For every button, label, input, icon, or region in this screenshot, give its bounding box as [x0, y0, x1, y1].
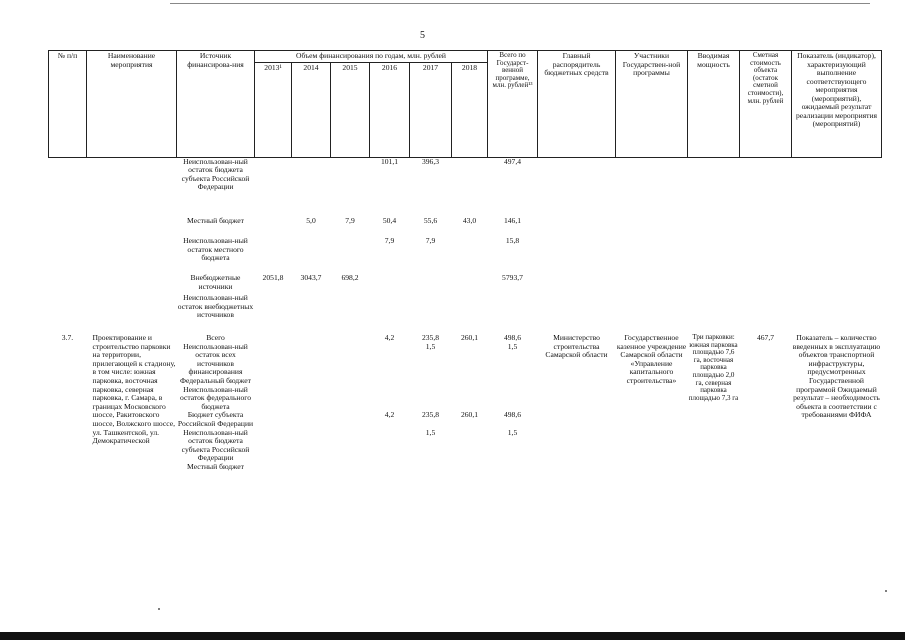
value-cell: 55,6	[423, 216, 438, 225]
value-cell: 396,3	[421, 156, 440, 166]
value-cell	[452, 343, 488, 377]
table-row	[49, 334, 882, 343]
value-cell: 101,1	[380, 156, 399, 166]
table-row	[49, 237, 882, 274]
value-cell	[410, 274, 452, 294]
source-cell: Всего	[206, 333, 225, 342]
financing-table	[48, 50, 882, 472]
value-cell	[452, 157, 488, 217]
item-name: Проектирование и строительство парковки на территории, прилегающей к стадиону, в том числе: южная парковка, восточная парковка, северная парковка, г. Самара, в границах Московского шоссе, Ракитовского шоссе, Волжского шоссе, ул. Ташкентской, ул. Демократической	[92, 333, 176, 446]
value-cell: 1,5	[425, 427, 436, 437]
total-cell: 5793,7	[502, 273, 523, 282]
source-cell: Неиспользован-ный остаток внебюджетных источников	[177, 293, 254, 320]
value-cell	[331, 157, 370, 217]
top-rule	[170, 3, 870, 4]
source-cell: Неиспользован-ный остаток бюджета субъекта Российской Федерации	[181, 427, 250, 463]
total-cell	[488, 377, 538, 386]
value-cell: 43,0	[462, 216, 477, 225]
source-cell: Местный бюджет	[187, 216, 244, 225]
table-row	[49, 274, 882, 294]
source-cell: Местный бюджет	[187, 461, 244, 471]
value-cell	[452, 429, 488, 463]
value-cell	[452, 274, 488, 294]
value-cell: 50,4	[382, 216, 397, 225]
header-name: Наименование мероприятия	[87, 51, 177, 158]
item-indicator: Показатель – количество введенных в эксплуатацию объектов транспортной инфраструктуры, предусмотренных Государственной программой Ожидаемый результат – необходимость объекта в соответствии с требованиями ФИФА	[792, 333, 881, 420]
value-cell: 260,1	[460, 410, 479, 420]
value-cell	[292, 237, 331, 274]
header-year: 2018	[452, 62, 488, 157]
source-cell: Неиспользован-ный остаток всех источников финансирования	[183, 341, 248, 377]
value-cell	[331, 237, 370, 274]
header-indicator: Показатель (индикатор), характеризующий выполнение соответствующего мероприятия (мероприятий), ожидаемый результат реализации мероприятия (мероприятий)	[792, 51, 882, 158]
header-funding-group: Объем финансирования по годам, млн. рублей	[255, 51, 488, 63]
value-cell: 7,9	[345, 216, 355, 225]
value-cell	[452, 237, 488, 274]
header-participants: Участники Государствен-ной программы	[616, 51, 688, 158]
value-cell: 7,9	[384, 236, 395, 245]
value-cell	[255, 157, 292, 217]
value-cell	[292, 157, 331, 217]
total-cell: 1,5	[507, 341, 518, 351]
scan-bottom-edge	[0, 632, 905, 640]
header-total: Всего по Государст-венной программе, млн. рублей¹³	[488, 51, 538, 158]
value-cell: 260,1	[460, 333, 479, 342]
value-cell	[452, 377, 488, 386]
header-cost: Сметная стоимость объекта (остаток сметной стоимости), млн. рублей	[740, 51, 792, 158]
value-cell: 698,2	[341, 273, 359, 282]
value-cell: 1,5	[425, 341, 436, 351]
value-cell	[410, 463, 452, 472]
item-manager: Министерство строительства Самарской области	[545, 333, 608, 360]
source-cell: Неиспользован-ный остаток бюджета субъекта Российской Федерации	[181, 156, 250, 192]
source-cell: Федеральный бюджет	[180, 375, 251, 385]
total-cell: 15,8	[505, 236, 520, 245]
header-source: Источник финансирова-ния	[177, 51, 255, 158]
total-cell: 497,4	[503, 156, 522, 166]
value-cell: 4,2	[384, 333, 395, 342]
value-cell: 235,8	[421, 333, 440, 342]
value-cell: 7,9	[425, 236, 436, 245]
value-cell	[370, 274, 410, 294]
header-year: 2016	[370, 62, 410, 157]
value-cell: 3043,7	[300, 273, 322, 282]
total-cell: 1,5	[507, 427, 518, 437]
source-cell: Внебюджетные источники	[190, 273, 241, 291]
value-cell	[452, 386, 488, 412]
header-capacity: Вводимая мощность	[688, 51, 740, 158]
header-year: 2013¹	[255, 62, 292, 157]
value-cell	[255, 237, 292, 274]
item-participants: Государственное казенное учреждение Самарской области «Управление капитального строительства»	[616, 333, 687, 385]
table-row	[49, 217, 882, 237]
table-row	[49, 294, 882, 334]
total-cell: 498,6	[503, 333, 522, 342]
table-row	[49, 157, 882, 217]
header-num: № п/п	[49, 51, 87, 158]
total-cell	[488, 294, 538, 334]
source-cell: Неиспользован-ный остаток федерального бюджета	[179, 384, 252, 411]
value-cell	[370, 386, 410, 412]
value-cell	[370, 343, 410, 377]
item-capacity: Три парковки: южная парковка площадью 7,6 га, восточная парковка площадью 2,0 га, северная парковка площадью 7,3 га	[688, 333, 739, 402]
value-cell	[370, 463, 410, 472]
value-cell	[452, 463, 488, 472]
scan-speck	[158, 608, 160, 610]
total-cell	[488, 386, 538, 412]
header-manager: Главный распорядитель бюджетных средств	[538, 51, 616, 158]
item-cost: 467,7	[756, 333, 775, 342]
total-cell: 146,1	[503, 216, 522, 225]
value-cell: 2051,8	[262, 273, 284, 282]
value-cell	[255, 217, 292, 237]
value-cell: 235,8	[421, 410, 440, 420]
page-number: 5	[420, 30, 425, 41]
value-cell: 4,2	[384, 410, 395, 420]
value-cell	[370, 429, 410, 463]
header-year: 2017	[410, 62, 452, 157]
value-cell	[410, 377, 452, 386]
scan-speck	[885, 590, 887, 592]
value-cell: 5,0	[306, 216, 316, 225]
header-year: 2014	[292, 62, 331, 157]
source-cell: Неиспользован-ный остаток местного бюджета	[183, 236, 248, 263]
total-cell: 498,6	[503, 410, 522, 420]
total-cell	[488, 463, 538, 472]
source-cell: Бюджет субъекта Российской Федерации	[177, 410, 254, 428]
item-num: 3.7.	[61, 333, 74, 342]
header-year: 2015	[331, 62, 370, 157]
value-cell	[410, 386, 452, 412]
value-cell	[370, 377, 410, 386]
